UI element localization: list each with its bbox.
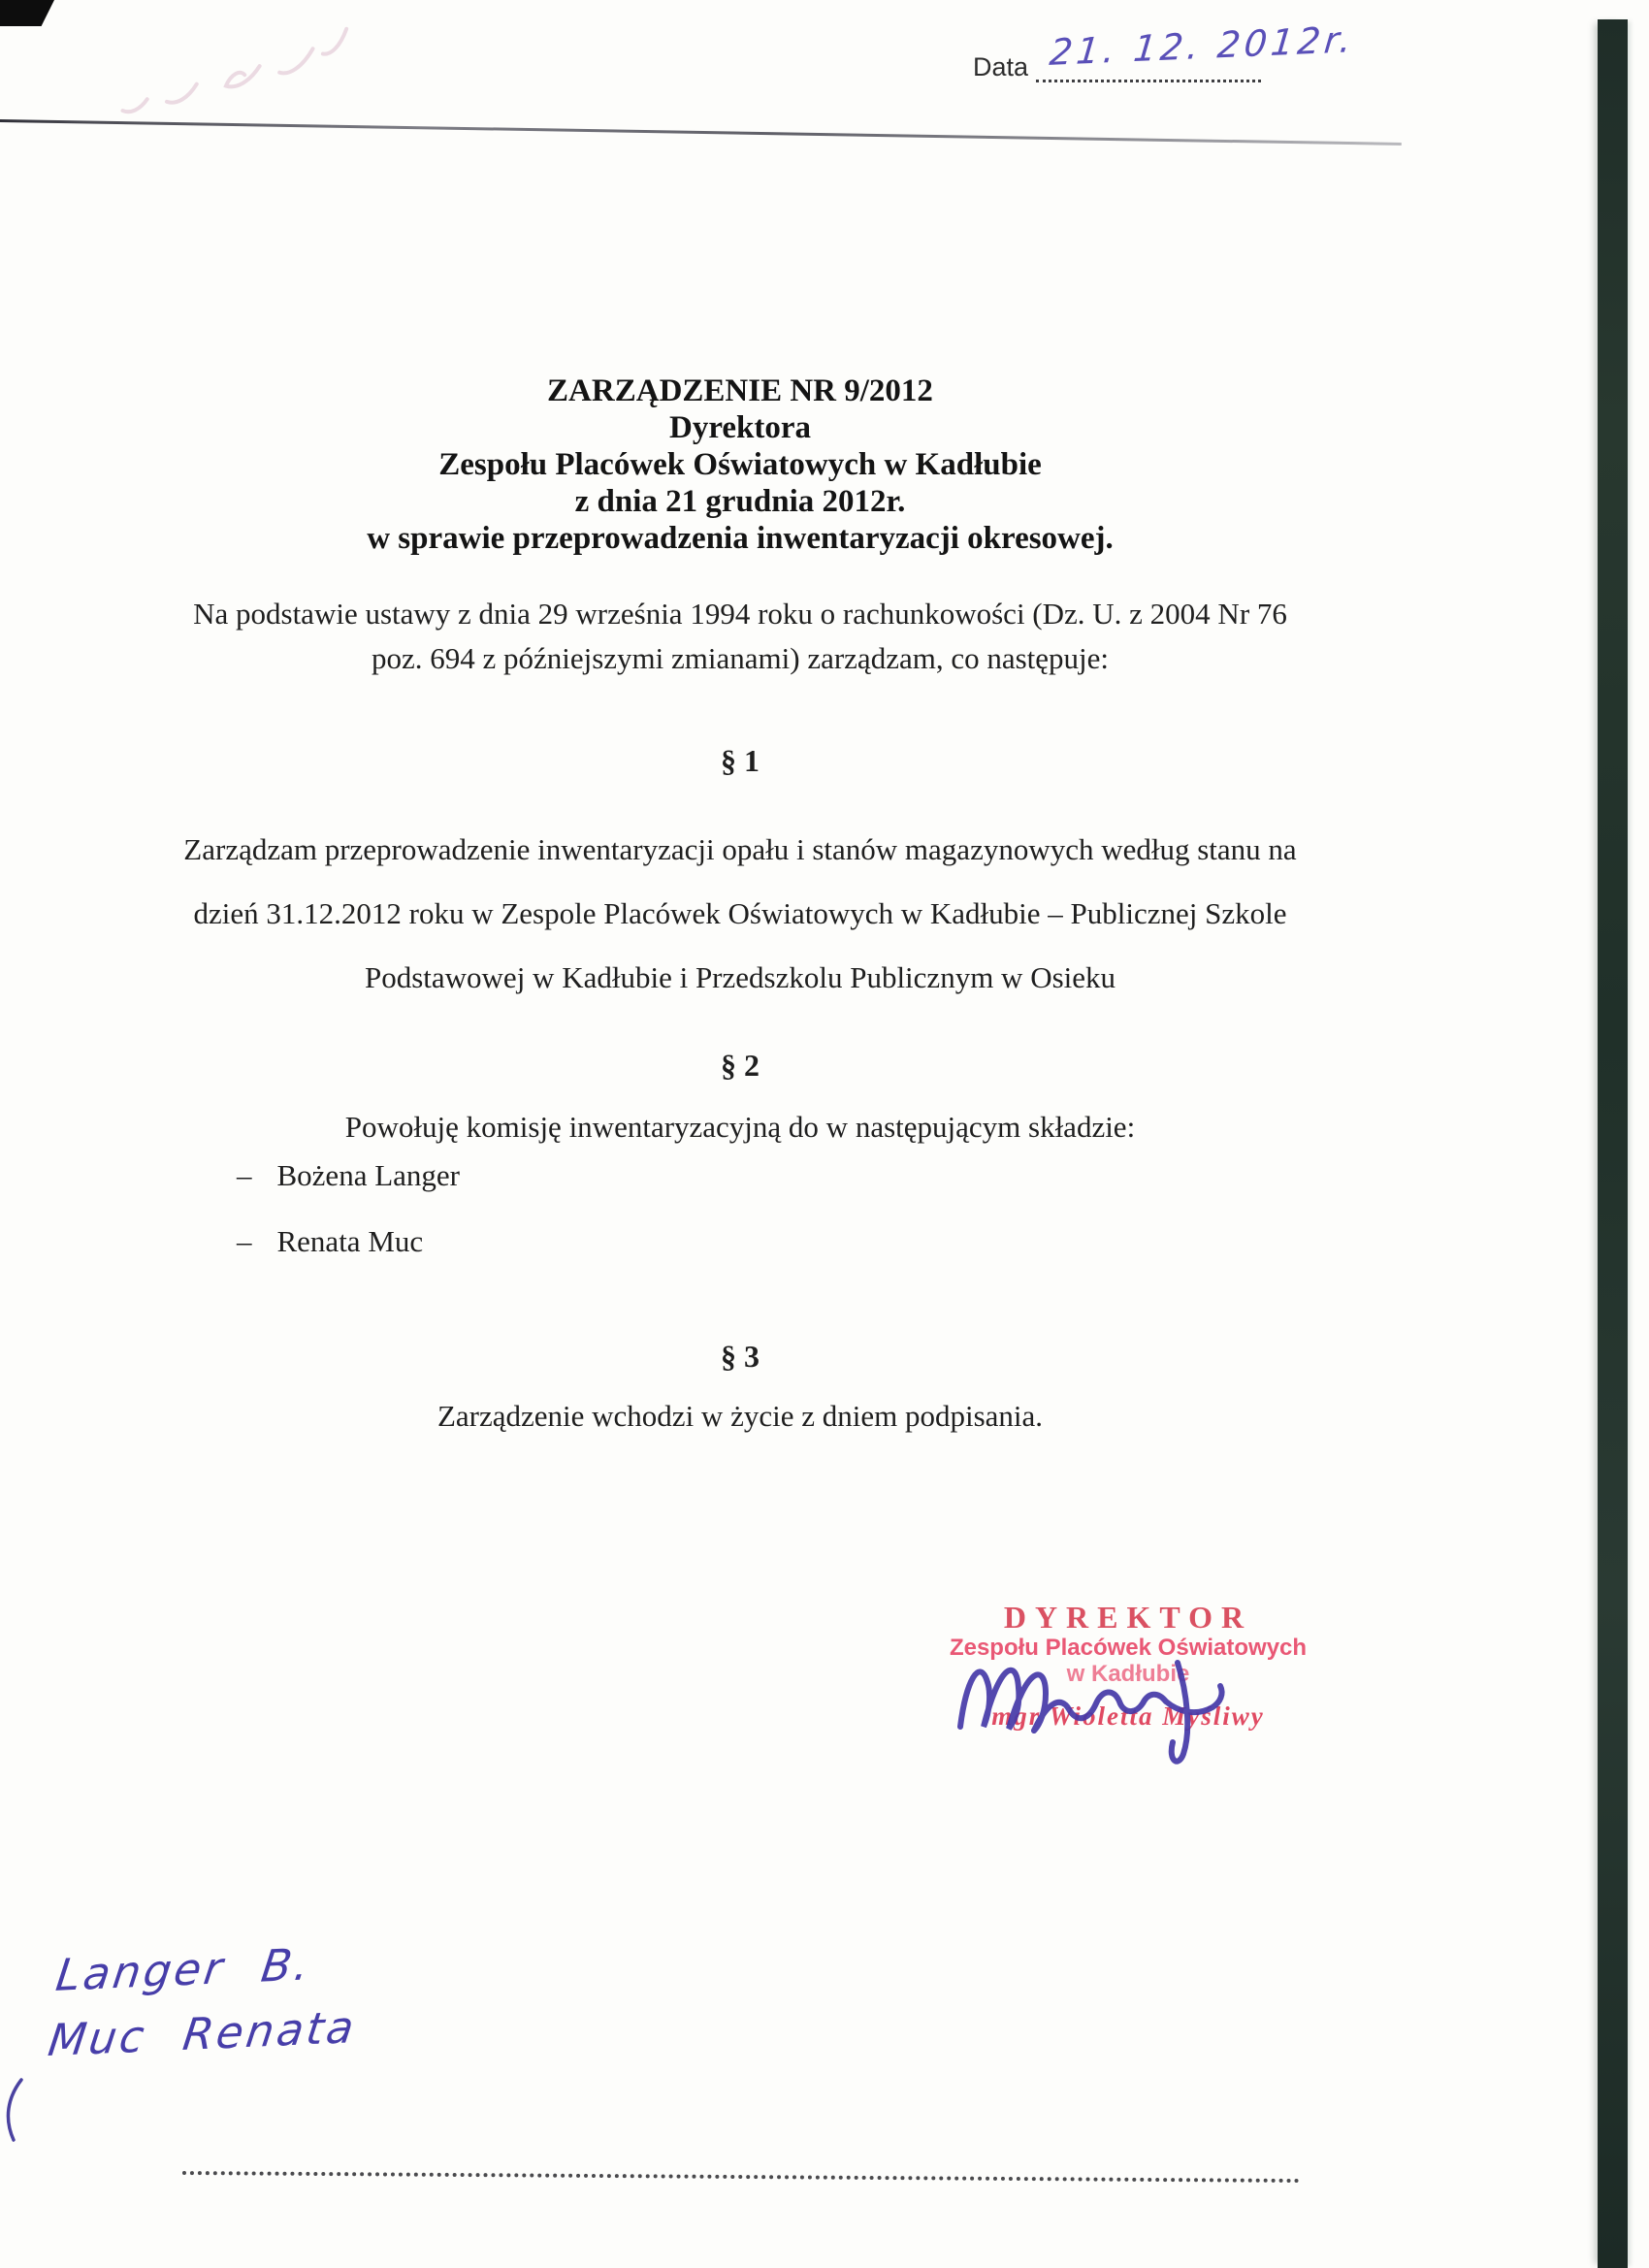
stamp-signer-name: mgr Wioletta Myśliwy <box>991 1701 1265 1731</box>
preamble <box>105 592 1375 681</box>
list-dash: – <box>237 1224 252 1258</box>
section-3-heading: § 3 <box>721 1339 760 1374</box>
signature-name: Muc <box>45 2010 150 2067</box>
stamp-location: w Kadłubie <box>1066 1660 1190 1687</box>
preamble-line: poz. 694 z późniejszymi zmianami) zarządzam, co następuje: <box>371 641 1110 675</box>
preamble-line: Na podstawie ustawy z dnia 29 września 1994 roku o rachunkowości (Dz. U. z 2004 Nr 76 <box>193 597 1287 631</box>
director-stamp <box>920 1601 1337 1731</box>
scanner-edge-band <box>1598 19 1628 2268</box>
signature-initial: B. <box>258 1938 315 1993</box>
title-date: z dnia 21 grudnia 2012r. <box>574 484 906 519</box>
document-title: ZARZĄDZENIE NR 9/2012 <box>547 373 933 408</box>
document-title-block <box>105 373 1375 557</box>
section-1-body <box>105 818 1375 1010</box>
section-3-body: Zarządzenie wchodzi w życie z dniem podpisania. <box>436 1399 1044 1433</box>
handwritten-date: 21. 12. 2012r. <box>1048 18 1357 74</box>
pen-mark-artifact <box>0 2076 29 2144</box>
committee-member <box>237 1158 460 1193</box>
committee-member <box>237 1224 423 1259</box>
paper-edge-line <box>0 119 1402 146</box>
title-organization: Zespołu Placówek Oświatowych w Kadłubie <box>438 447 1042 482</box>
committee-member-name: Renata Muc <box>276 1224 424 1258</box>
committee-signature-2 <box>46 2001 360 2066</box>
title-subject: w sprawie przeprowadzenia inwentaryzacji okresowej. <box>367 521 1114 556</box>
signature-dotted-line <box>182 2171 1300 2183</box>
signature-initial: Renata <box>179 2000 360 2061</box>
signature-name: Langer <box>52 1941 229 2001</box>
date-label: Data <box>973 52 1029 81</box>
committee-member-name: Bożena Langer <box>276 1158 460 1192</box>
stamp-title: DYREKTOR <box>1003 1600 1253 1635</box>
section-1-line: Podstawowej w Kadłubie i Przedszkolu Publicznym w Osieku <box>364 960 1116 994</box>
section-2-heading: § 2 <box>721 1048 760 1083</box>
stamp-organization: Zespołu Placówek Oświatowych <box>949 1634 1308 1661</box>
section-1-line: Zarządzam przeprowadzenie inwentaryzacji opału i stanów magazynowych według stanu na <box>183 832 1297 866</box>
ink-bleedthrough-artifact <box>38 16 373 130</box>
scan-corner-artifact <box>0 0 54 26</box>
title-author: Dyrektora <box>668 410 812 445</box>
section-1-heading: § 1 <box>721 743 760 778</box>
list-dash: – <box>237 1158 252 1192</box>
director-signature-ink <box>954 1637 1255 1773</box>
committee-signature-1 <box>53 1938 315 2001</box>
section-1-line: dzień 31.12.2012 roku w Zespole Placówek Oświatowych w Kadłubie – Publicznej Szkole <box>193 896 1287 930</box>
section-2-intro: Powołuję komisję inwentaryzacyjną do w następującym składzie: <box>344 1110 1136 1144</box>
